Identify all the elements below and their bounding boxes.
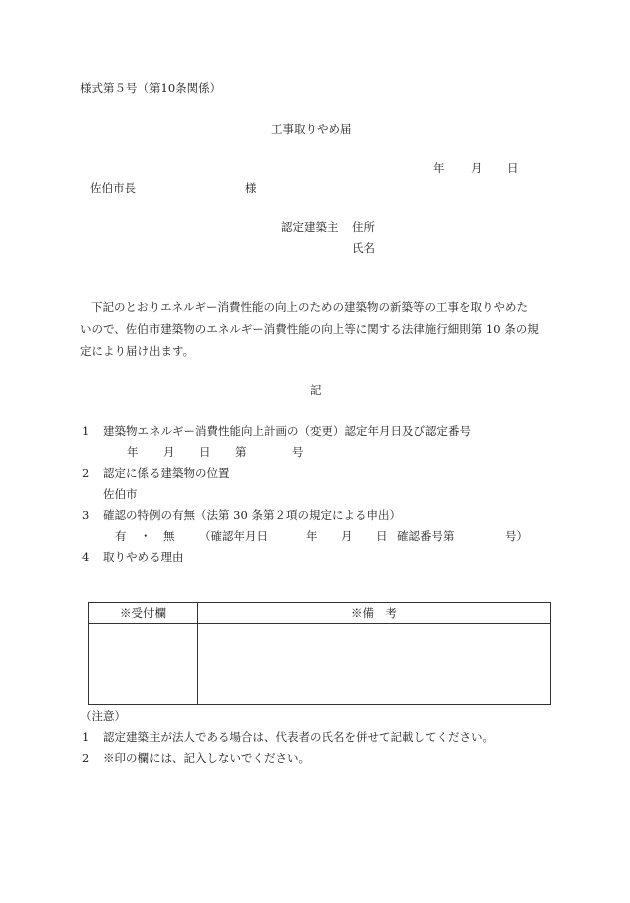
note-1-text: 認定建築主が法人である場合は、代表者の氏名を併せて記載してください。 [103, 730, 494, 744]
item-2-text: 認定に係る建築物の位置 [103, 466, 230, 480]
item-1-year: 年 [127, 445, 139, 459]
item-1-dai: 第 [235, 445, 247, 459]
item-3-kakunin: （確認年月日 [199, 529, 268, 543]
remarks-cell [198, 624, 551, 705]
body-line-1: 下記のとおりエネルギー消費性能の向上のための建築物の新築等の工事を取りやめた [91, 300, 528, 314]
page-title: 工事取りやめ届 [271, 122, 352, 136]
item-4-number: 4 [82, 550, 90, 564]
addressee-name: 佐伯市長 [90, 181, 136, 195]
body-line-3: 定により届け出ます。 [80, 344, 195, 358]
reception-cell [89, 624, 198, 705]
note-2-text: ※印の欄には、記入しないでください。 [103, 751, 310, 765]
item-3-month: 月 [341, 529, 353, 543]
item-1-day: 日 [199, 445, 211, 459]
item-1-month: 月 [163, 445, 175, 459]
form-number: 様式第５号（第10条関係） [80, 81, 222, 95]
item-3-number: 3 [82, 508, 90, 522]
applicant-address-label: 住所 [352, 220, 375, 234]
applicant-name-label: 氏名 [352, 241, 375, 255]
item-3-year: 年 [306, 529, 318, 543]
item-3-no: 無 [163, 529, 175, 543]
item-3-yes: 有 [115, 529, 127, 543]
item-1-go: 号 [292, 445, 304, 459]
applicant-label: 認定建築主 [281, 220, 339, 234]
item-3-dot: ・ [140, 529, 152, 543]
ki-heading: 記 [310, 383, 322, 397]
date-day-label: 日 [507, 161, 519, 175]
date-month-label: 月 [471, 161, 483, 175]
note-1-number: 1 [82, 730, 90, 744]
item-2-value: 佐伯市 [103, 487, 138, 501]
item-3-go: 号） [505, 529, 528, 543]
note-2-number: 2 [82, 751, 90, 765]
addressee-honorific: 様 [245, 181, 257, 195]
date-year-label: 年 [433, 161, 445, 175]
reception-remarks-table [88, 602, 551, 705]
item-3-bango: 確認番号第 [397, 529, 455, 543]
item-4-text: 取りやめる理由 [103, 550, 184, 564]
body-line-2: いので、佐伯市建築物のエネルギー消費性能の向上等に関する法律施行細則第 10 条の規 [80, 322, 539, 336]
item-3-text: 確認の特例の有無（法第 30 条第２項の規定による申出） [103, 508, 401, 522]
item-2-number: 2 [82, 466, 90, 480]
item-1-text: 建築物エネルギー消費性能向上計画の（変更）認定年月日及び認定番号 [103, 424, 471, 438]
notes-title: （注意） [80, 709, 126, 723]
item-3-day: 日 [376, 529, 388, 543]
item-1-number: 1 [82, 424, 90, 438]
reception-column-header: ※受付欄 [89, 603, 198, 624]
remarks-column-header: ※備 考 [198, 603, 551, 624]
